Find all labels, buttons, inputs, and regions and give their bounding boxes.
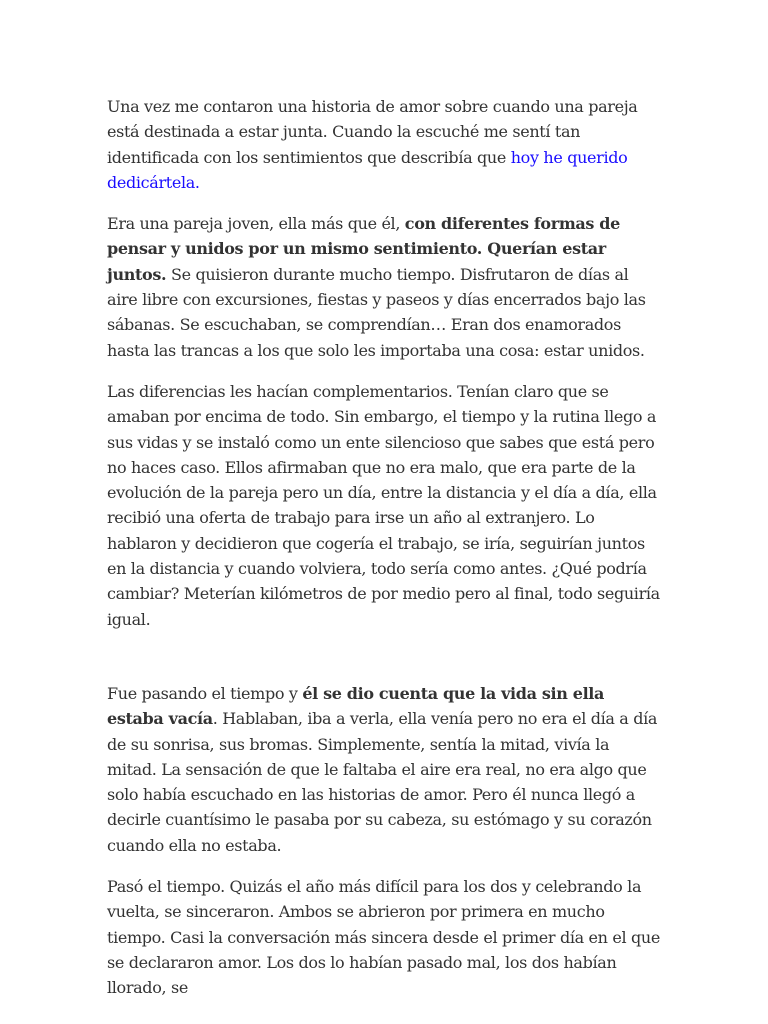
paragraph-4-text-a: Fue pasando el tiempo y xyxy=(107,683,303,703)
dedication-link[interactable]: hoy he querido dedicártela. xyxy=(107,147,628,192)
paragraph-5-text: Pasó el tiempo. Quizás el año más difícil para los dos y celebrando la vuelta, se sinceraron. Ambos se abrieron por primera en mucho tiempo. Casi la conversación más sincera desde el primer día en el que se declararon amor. Los dos lo habían pasado mal, los dos habían llorado, se xyxy=(107,877,660,998)
paragraph-2 xyxy=(107,211,662,363)
paragraph-2-text-a: Era una pareja joven, ella más que él, xyxy=(107,214,405,234)
paragraph-3 xyxy=(107,379,662,632)
paragraph-1-text: Una vez me contaron una historia de amor sobre cuando una pareja está destinada a estar junta. Cuando la escuché me sentí tan identificada con los sentimientos que describía que xyxy=(107,97,638,167)
paragraph-2-text-b: Se quisieron durante mucho tiempo. Disfrutaron de días al aire libre con excursiones, fiestas y paseos y días encerrados bajo las sábanas. Se escuchaban, se comprendían… Eran dos enamorados hasta las trancas a los que solo les importaba una cosa: estar unidos. xyxy=(107,264,646,360)
article-body xyxy=(107,94,662,1001)
paragraph-4 xyxy=(107,681,662,858)
paragraph-2-bold: con diferentes formas de pensar y unidos por un mismo sentimiento. Querían estar juntos. xyxy=(107,214,620,284)
paragraph-5 xyxy=(107,874,662,1000)
paragraph-4-bold: él se dio cuenta que la vida sin ella estaba vacía xyxy=(107,683,605,729)
paragraph-3-text: Las diferencias les hacían complementarios. Tenían claro que se amaban por encima de todo. Sin embargo, el tiempo y la rutina llego a sus vidas y se instaló como un ente silencioso que sabes que está pero no haces caso. Ellos afirmaban que no era malo, que era parte de la evolución de la pareja pero un día, entre la distancia y el día a día, ella recibió una oferta de trabajo para irse un año al extranjero. Lo hablaron y decidieron que cogería el trabajo, se iría, seguirían juntos en la distancia y cuando volviera, todo sería como antes. ¿Qué podría cambiar? Meterían kilómetros de por medio pero al final, todo seguiría igual. xyxy=(107,381,660,629)
paragraph-4-text-b: . Hablaban, iba a verla, ella venía pero no era el día a día de su sonrisa, sus bromas. Simplemente, sentía la mitad, vivía la mitad. La sensación de que le faltaba el aire era real, no era algo que solo había escuchado en las historias de amor. Pero él nunca llegó a decirle cuantísimo le pasaba por su cabeza, su estómago y su corazón cuando ella no estaba. xyxy=(107,709,658,855)
paragraph-1 xyxy=(107,94,662,195)
